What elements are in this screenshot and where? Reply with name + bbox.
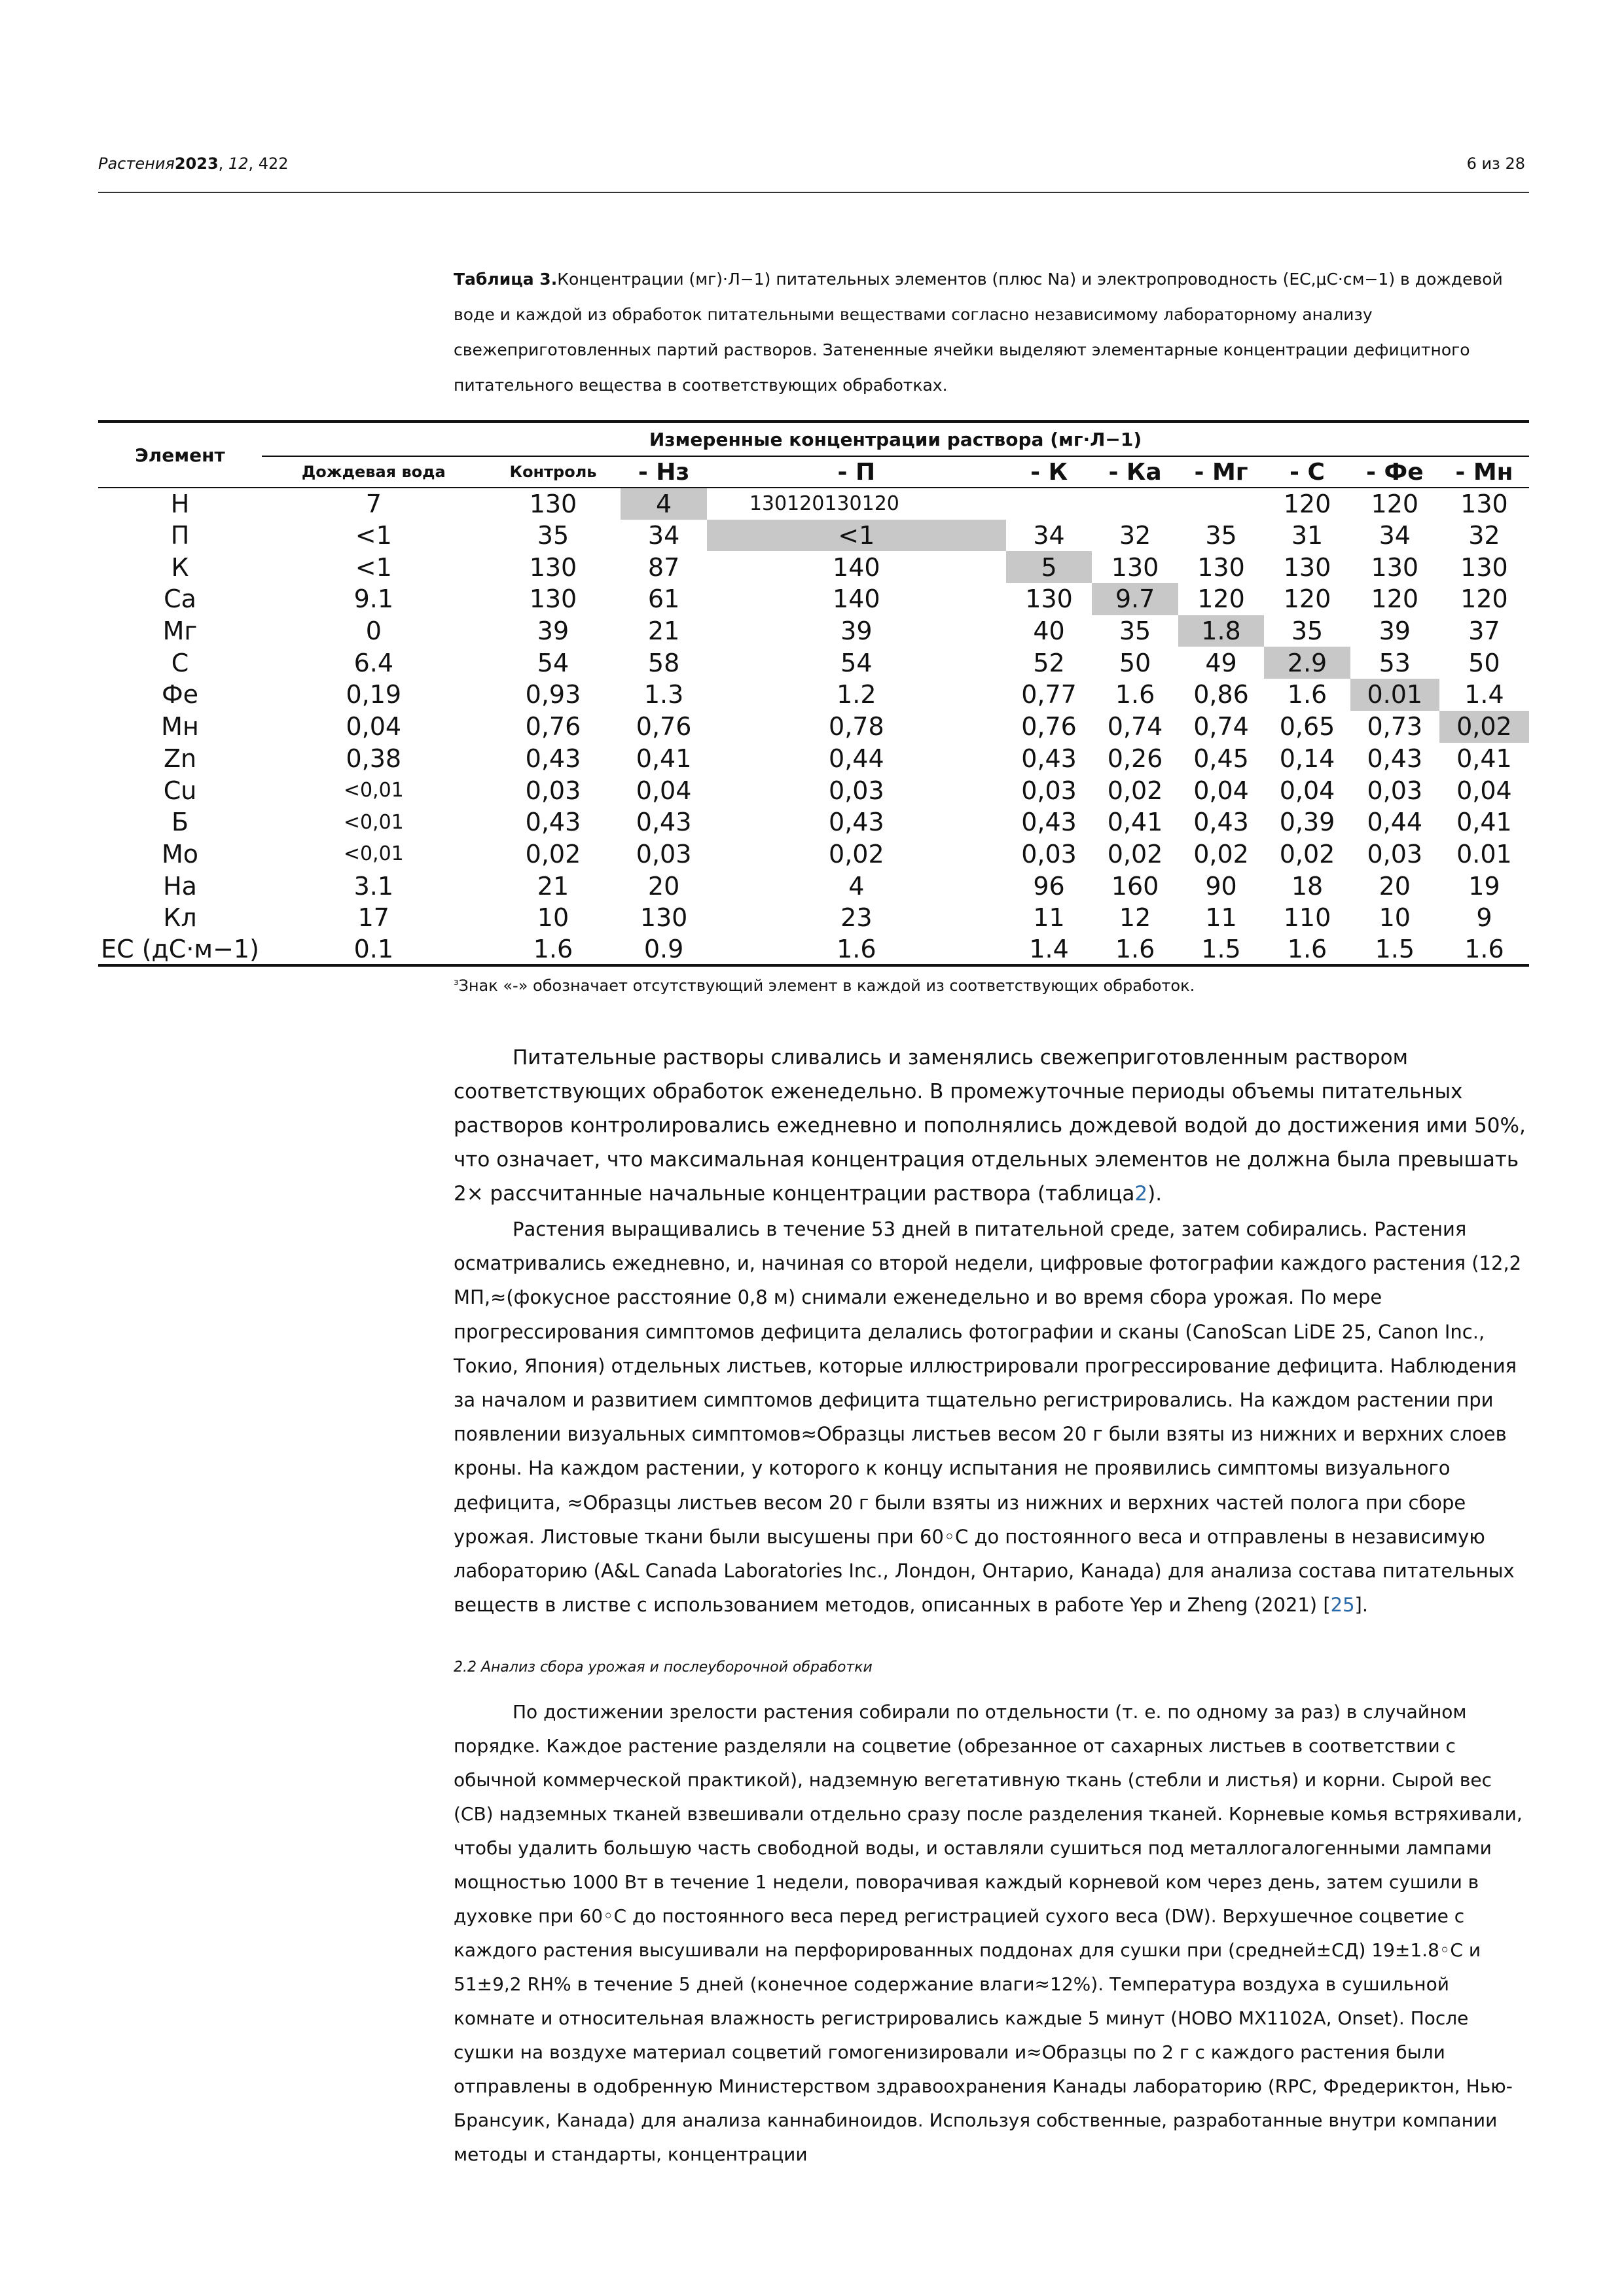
value-cell: 0.01	[1350, 679, 1439, 711]
element-cell: Мо	[161, 839, 199, 869]
value-cell: 1.6	[707, 934, 1006, 966]
value-cell: 96	[1033, 871, 1065, 901]
value-cell: 0,02	[525, 839, 581, 869]
value-cell: 1.8	[1178, 615, 1264, 647]
value-cell: 0,74	[1193, 712, 1249, 742]
footnote-mark: з	[454, 977, 459, 988]
column-header: - К	[1006, 456, 1092, 488]
value-cell: 120	[1264, 488, 1350, 520]
value-cell: 35	[1119, 617, 1151, 646]
value-cell: 130	[1197, 552, 1245, 582]
table-row	[98, 615, 1529, 647]
value-cell: 0,04	[636, 776, 692, 805]
value-cell: 10	[537, 903, 569, 933]
value-cell: 0,78	[829, 712, 884, 742]
paragraph-2	[454, 1212, 1530, 1622]
value-cell: 87	[647, 552, 680, 582]
value-cell: 0,02	[1439, 711, 1529, 743]
column-header: - Фе	[1350, 456, 1439, 488]
group-column-header: Измеренные концентрации раствора (мг·Л−1)	[262, 422, 1529, 456]
value-cell: 1.4	[1006, 934, 1092, 966]
table-row	[98, 774, 1529, 806]
column-header: - Мн	[1439, 456, 1529, 488]
table-row	[98, 583, 1529, 615]
value-cell: 4	[848, 871, 865, 901]
paragraph-1-end: ).	[1147, 1182, 1163, 1206]
value-cell: 18	[1291, 871, 1324, 901]
value-cell: 32	[1468, 521, 1500, 550]
element-cell: Zn	[163, 744, 197, 773]
journal-citation: Растения2023, 12, 422	[98, 154, 289, 173]
value-cell: 0,43	[829, 808, 884, 837]
value-cell: 110	[1283, 903, 1331, 933]
element-column-header: Элемент	[98, 422, 262, 488]
element-cell: С	[171, 648, 189, 677]
value-cell: 50	[1468, 648, 1500, 677]
value-cell: 0,43	[525, 808, 581, 837]
value-cell: 0,03	[525, 776, 581, 805]
value-cell: 6.4	[353, 648, 394, 677]
journal-name: Растения	[98, 154, 175, 173]
value-cell: 0,03	[636, 839, 692, 869]
value-cell: 0,43	[1193, 808, 1249, 837]
element-cell: Кл	[163, 903, 197, 933]
table-row	[98, 902, 1529, 934]
value-cell: <1	[355, 521, 392, 550]
paragraph-2-end: ].	[1354, 1594, 1369, 1617]
table-row	[98, 647, 1529, 679]
paragraph-1	[454, 1041, 1530, 1211]
value-cell: 35	[537, 521, 569, 550]
value-cell: 19	[1468, 871, 1500, 901]
value-cell: 0,04	[1456, 776, 1512, 805]
value-cell: 1.6	[1287, 680, 1327, 709]
page-header	[98, 154, 1525, 181]
value-cell: 17	[357, 903, 389, 933]
value-cell: 0,02	[1279, 839, 1335, 869]
value-cell: 32	[1119, 521, 1151, 550]
table-caption-text: Концентрации (мг)·Л−1) питательных элементов (плюс Na) и электропроводность (EC,μС·см−1) в дождевой воде и каждой из обработок питательными веществами согласно независимому лабораторному анализу свежеприготовленных партий растворов. Затененные ячейки выделяют элементарные концентрации дефицитного питательного вещества в соответствующих обработках.	[454, 270, 1503, 395]
value-cell: 0,45	[1193, 744, 1249, 773]
paragraph-2-text: Растения выращивались в течение 53 дней в питательной среде, затем собирались. Растения осматривались ежедневно, и, начиная со второй недели, цифровые фотографии каждого растения (12,2 МП,≈(фокусное расстояние 0,8 м) снимали еженедельно и во время сбора урожая. По мере прогрессирования симптомов дефицита делались фотографии и сканы (CanoScan LiDE 25, Canon Inc., Токио, Япония) отдельных листьев, которые иллюстрировали прогрессирование дефицита. Наблюдения за началом и развитием симптомов дефицита тщательно регистрировались. На каждом растении при появлении визуальных симптомов≈Образцы листьев весом 20 г были взяты из нижних и верхних слоев кроны. На каждом растении, у которого к концу испытания не проявились симптомы визуального дефицита, ≈Образцы листьев весом 20 г были взяты из нижних и верхних частей полога при сборе урожая. Листовые ткани были высушены при 60◦С до постоянного веса и отправлены в независимую лабораторию (A&L Canada Laboratories Inc., Лондон, Онтарио, Канада) для анализа состава питательных веществ в листве с использованием методов, описанных в работе Yep и Zheng (2021) [	[454, 1218, 1522, 1617]
value-cell: 0,43	[1021, 744, 1077, 773]
value-cell: 1.6	[486, 934, 621, 966]
value-cell: 39	[840, 617, 873, 646]
value-cell: 34	[1379, 521, 1411, 550]
value-cell: 35	[1205, 521, 1237, 550]
element-cell: Ca	[164, 584, 196, 614]
value-cell: 140	[833, 584, 880, 614]
value-cell: 0,43	[1367, 744, 1423, 773]
value-cell: 35	[1291, 617, 1324, 646]
value-cell: 54	[537, 648, 569, 677]
value-cell: 130	[486, 488, 621, 520]
element-cell: На	[163, 871, 197, 901]
value-cell: 0,14	[1279, 744, 1335, 773]
value-cell: 160	[1111, 871, 1159, 901]
value-cell: <0,01	[343, 810, 404, 834]
value-cell: 0,03	[829, 776, 884, 805]
value-cell: 21	[537, 871, 569, 901]
value-cell: 0,19	[346, 680, 402, 709]
value-cell: 52	[1033, 648, 1065, 677]
value-cell: 90	[1205, 871, 1237, 901]
value-cell: 1.2	[837, 680, 876, 709]
value-cell: 0,04	[346, 712, 402, 742]
element-cell: Cu	[163, 776, 197, 805]
value-cell	[1178, 488, 1264, 520]
value-cell: 0,03	[1367, 839, 1423, 869]
value-cell: 0,41	[636, 744, 692, 773]
value-cell: 0.1	[262, 934, 486, 966]
value-cell: 130	[1439, 488, 1529, 520]
table-row	[98, 488, 1529, 520]
value-cell: 53	[1379, 648, 1411, 677]
value-cell: 130	[1025, 584, 1073, 614]
value-cell: 1.6	[1115, 680, 1155, 709]
element-cell: К	[171, 552, 189, 582]
value-cell: 4	[621, 488, 706, 520]
table-label: Таблица 3.	[454, 270, 558, 289]
value-cell: 0,02	[1107, 839, 1163, 869]
value-cell: 0,86	[1193, 680, 1249, 709]
value-cell: 0.01	[1456, 839, 1512, 869]
paragraph-1-text: Питательные растворы сливались и заменялись свежеприготовленным раствором соответствующих обработок еженедельно. В промежуточные периоды объемы питательных растворов контролировались ежедневно и пополнялись дождевой водой до достижения ими 50%, что означает, что максимальная концентрация отдельных элементов не должна была превышать 2× рассчитанные начальные концентрации раствора (таблица	[454, 1046, 1526, 1206]
page-number: 6 из 28	[1466, 154, 1525, 173]
value-cell: 0,41	[1456, 808, 1512, 837]
value-cell: 120	[1283, 584, 1331, 614]
header-rule	[98, 192, 1529, 193]
value-cell: 49	[1205, 648, 1237, 677]
nutrient-table	[98, 420, 1529, 967]
value-cell: 0,76	[525, 712, 581, 742]
column-header: - П	[707, 456, 1006, 488]
table-row	[98, 679, 1529, 711]
value-cell: 39	[537, 617, 569, 646]
value-cell: 40	[1033, 617, 1065, 646]
table-row	[98, 520, 1529, 552]
value-cell: 130	[1111, 552, 1159, 582]
value-cell: 0.9	[621, 934, 706, 966]
journal-volume: 12	[228, 154, 249, 173]
value-cell: 1.6	[1264, 934, 1350, 966]
table-row	[98, 806, 1529, 838]
column-header: - С	[1264, 456, 1350, 488]
value-cell: 0,04	[1193, 776, 1249, 805]
value-cell: 39	[1379, 617, 1411, 646]
value-cell: 0,02	[1107, 776, 1163, 805]
element-cell: Мн	[161, 712, 199, 742]
table-row	[98, 838, 1529, 870]
value-cell: 0,02	[1193, 839, 1249, 869]
journal-year: 2023	[174, 154, 219, 173]
value-cell: 0,41	[1107, 808, 1163, 837]
value-cell: 0,03	[1021, 839, 1077, 869]
value-cell: 11	[1033, 903, 1065, 933]
value-cell: 120	[1460, 584, 1508, 614]
value-cell: 23	[840, 903, 873, 933]
value-cell: 0,03	[1367, 776, 1423, 805]
value-cell: 130	[1460, 552, 1508, 582]
value-cell: 1.5	[1350, 934, 1439, 966]
column-header: - Нз	[621, 456, 706, 488]
value-cell: 0,26	[1107, 744, 1163, 773]
value-cell: 20	[647, 871, 680, 901]
value-cell: 34	[647, 521, 680, 550]
table-row	[98, 934, 1529, 966]
value-cell: 0	[365, 617, 382, 646]
value-cell: 5	[1006, 551, 1092, 583]
value-cell: 130	[1371, 552, 1419, 582]
value-cell: 0,76	[636, 712, 692, 742]
value-cell: 0,93	[525, 680, 581, 709]
value-cell: 10	[1379, 903, 1411, 933]
column-header: - Мг	[1178, 456, 1264, 488]
table-row	[98, 743, 1529, 775]
value-cell: 0,03	[1021, 776, 1077, 805]
element-cell: Н	[98, 488, 262, 520]
value-cell: 31	[1291, 521, 1324, 550]
value-cell: 9.1	[353, 584, 394, 614]
value-cell: 58	[647, 648, 680, 677]
value-cell: 120	[1350, 488, 1439, 520]
value-cell: 0,74	[1107, 712, 1163, 742]
reference-25-link[interactable]: 25	[1330, 1594, 1355, 1617]
value-cell: 130120130120	[707, 488, 1006, 520]
value-cell: 0,41	[1456, 744, 1512, 773]
paragraph-3	[454, 1695, 1530, 2172]
paragraph-3-text: По достижении зрелости растения собирали по отдельности (т. е. по одному за раз) в случайном порядке. Каждое растение разделяли на соцветие (обрезанное от сахарных листьев в соответствии с обычной коммерческой практикой), надземную вегетативную ткань (стебли и листья) и корни. Сырой вес (СВ) надземных тканей взвешивали отдельно сразу после разделения тканей. Корневые комья встряхивали, чтобы удалить большую часть свободной воды, и оставляли сушиться под металлогалогенными лампами мощностью 1000 Вт в течение 1 недели, поворачивая каждый корневой ком через день, затем сушили в духовке при 60◦С до постоянного веса перед регистрацией сухого веса (DW). Верхушечное соцветие с каждого растения высушивали на перфорированных поддонах для сушки при (средней±СД) 19±1.8◦С и 51±9,2 RH% в течение 5 дней (конечное содержание влаги≈12%). Температура воздуха в сушильной комнате и относительная влажность регистрировались каждые 5 минут (HOBO MX1102A, Onset). После сушки на воздухе материал соцветий гомогенизировали и≈Образцы по 2 г с каждого растения были отправлены в одобренную Министерством здравоохранения Канады лабораторию (RPC, Фредериктон, Нью-Брансуик, Канада) для анализа каннабиноидов. Используя собственные, разработанные внутри компании методы и стандарты, концентрации	[454, 1701, 1523, 2165]
value-cell: <0,01	[343, 842, 404, 866]
value-cell: 0,76	[1021, 712, 1077, 742]
value-cell: 130	[640, 903, 688, 933]
value-cell: 0,43	[636, 808, 692, 837]
value-cell: 0,65	[1279, 712, 1335, 742]
value-cell: 0,73	[1367, 712, 1423, 742]
value-cell: 130	[529, 584, 577, 614]
value-cell: 2.9	[1264, 647, 1350, 679]
value-cell: <0,01	[343, 779, 404, 802]
value-cell: 50	[1119, 648, 1151, 677]
table-row	[98, 551, 1529, 583]
element-cell: Мг	[162, 617, 198, 646]
table-row	[98, 870, 1529, 902]
value-cell: 1.4	[1464, 680, 1504, 709]
table-2-link[interactable]: 2	[1134, 1182, 1148, 1206]
value-cell: 120	[1371, 584, 1419, 614]
column-header: - Ка	[1092, 456, 1178, 488]
element-cell: П	[170, 521, 190, 550]
value-cell: 12	[1119, 903, 1151, 933]
element-cell: Фе	[161, 680, 199, 709]
value-cell: 0,43	[525, 744, 581, 773]
element-cell: ЕС (дС·м−1)	[98, 934, 262, 966]
value-cell: 0,04	[1279, 776, 1335, 805]
value-cell	[1006, 488, 1092, 520]
value-cell: 7	[262, 488, 486, 520]
value-cell: 1.6	[1092, 934, 1178, 966]
value-cell: 9.7	[1092, 583, 1178, 615]
element-cell: Б	[171, 808, 189, 837]
value-cell: 11	[1205, 903, 1237, 933]
value-cell	[1092, 488, 1178, 520]
value-cell: <1	[355, 552, 392, 582]
value-cell: 130	[529, 552, 577, 582]
value-cell: 37	[1468, 617, 1500, 646]
value-cell: 0,44	[829, 744, 884, 773]
value-cell: 1.5	[1178, 934, 1264, 966]
table-caption	[454, 262, 1530, 403]
value-cell: 34	[1033, 521, 1065, 550]
value-cell: 120	[1197, 584, 1245, 614]
value-cell: 1.3	[643, 680, 684, 709]
value-cell: <1	[707, 520, 1006, 552]
value-cell: 130	[1283, 552, 1331, 582]
value-cell: 0,39	[1279, 808, 1335, 837]
article-number: , 422	[248, 154, 289, 173]
value-cell: 1.6	[1439, 934, 1529, 966]
value-cell: 3.1	[353, 871, 394, 901]
column-header: Контроль	[486, 456, 621, 488]
value-cell: 20	[1379, 871, 1411, 901]
column-header: Дождевая вода	[262, 456, 486, 488]
footnote-text: Знак «-» обозначает отсутствующий элемент в каждой из соответствующих обработок.	[458, 977, 1195, 995]
value-cell: 140	[833, 552, 880, 582]
value-cell: 61	[647, 584, 680, 614]
value-cell: 54	[840, 648, 873, 677]
value-cell: 0,38	[346, 744, 402, 773]
subsection-heading: 2.2 Анализ сбора урожая и послеуборочной обработки	[454, 1659, 873, 1676]
table-row	[98, 711, 1529, 743]
value-cell: 21	[647, 617, 680, 646]
table-footnote	[454, 977, 1195, 995]
value-cell: 9	[1476, 903, 1492, 933]
value-cell: 0,43	[1021, 808, 1077, 837]
value-cell: 0,44	[1367, 808, 1423, 837]
value-cell: 0,77	[1021, 680, 1077, 709]
value-cell: 0,02	[829, 839, 884, 869]
